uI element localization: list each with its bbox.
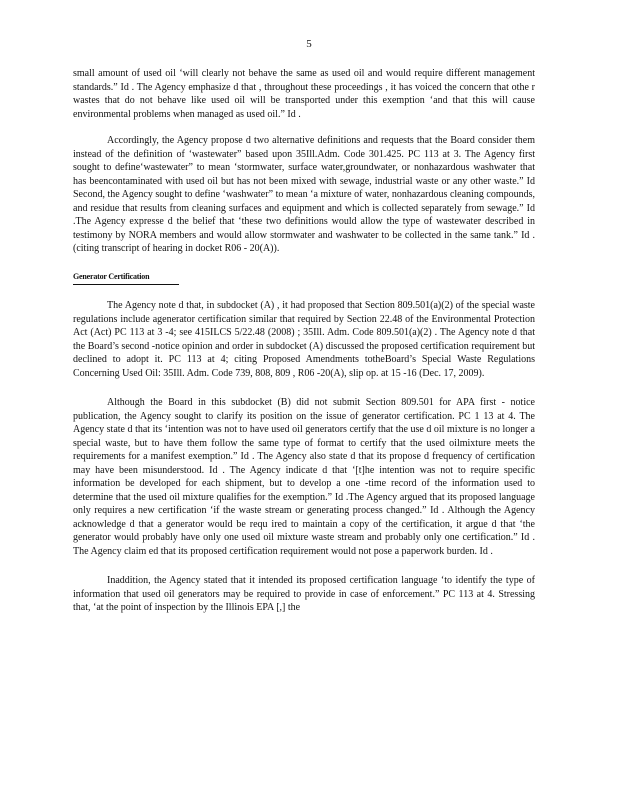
paragraph-1: small amount of used oil ‘will clearly not behave the same as used oil and would require different management standards.” Id . The Agency emphasize d that , throughout these proceedings , it has voiced the concern that othe r wastes that do not behave like used oil will be transported under this exemption ‘and that this will cause environmental problems when managed as used oil.” Id .	[73, 68, 535, 120]
paragraph-5: Inaddition, the Agency stated that it intended its proposed certification language ‘to identify the type of information that used oil generators may be required to provide in case of enforcement.” PC 113 at 4. Stressing that, ‘at the point of inspection by the Illinois EPA [,] the	[73, 575, 535, 613]
paragraph-4: Although the Board in this subdocket (B) did not submit Section 809.501 for APA first - notice publication, the Agency sought to clarify its position on the issue of generator certification. PC 1 13 at 4. The Agency state d that its ‘intention was not to have used oil generators certify that the use d oil mixture is no longer a special waste, but to have them follow the same type of format to certify that the used oilmixture meets the requirements for a manifest exemption.” Id . The Agency also state d that its propose d frequency of certification may have been misunderstood. Id . The Agency indicate d that ‘[t]he intention was not to require specific information be developed for each shipment, but to develop a one -time record of the information used to determine that the used oil mixture qualifies for the exemption.” Id .The Agency argued that its proposed language only requires a new certification ‘if the waste stream or generating process changed.” Id . Although the Agency acknowledge d that a generator would be requ ired to maintain a copy of the certification, it argue d that ‘the generator would probably have only one used oil mixture waste stream and probably only one certification.” Id . The Agency claim ed that its proposed certification requirement would not pose a paperwork burden. Id .	[73, 397, 535, 557]
paragraph-2: Accordingly, the Agency propose d two alternative definitions and requests that the Board consider them instead of the definition of ‘wastewater” based upon 35Ill.Adm. Code 301.425. PC 113 at 3. The Agency first sought to define‘wastewater” to mean ‘stormwater, surface water,groundwater, or nonhazardous washwater that has beencontaminated with used oil but has not been mixed with sewage, industrial waste or any other waste.” Id Second, the Agency sought to define ‘washwater” to mean ‘a mixture of water, nonhazardous cleaning compounds, and residue that results from cleaning surfaces and equipment and which is collected separately from sewage.” Id .The Agency expresse d the belief that ‘these two definitions would allow the type of wastewater described in testimony by NORA members and would allow stormwater and washwater to be collected in the same tank.” Id . (citing transcript of hearing in docket R06 - 20(A)).	[73, 135, 535, 254]
page-number: 5	[306, 38, 312, 50]
section-heading: Generator Certification	[73, 270, 179, 286]
paragraph-3: The Agency note d that, in subdocket (A) , it had proposed that Section 809.501(a)(2) of the special waste regulations include agenerator certification similar that required by Section 22.48 of the Environmental Protection Act (Act) PC 113 at 3 -4; see 415ILCS 5/22.48 (2008) ; 35Ill. Adm. Code 809.501(a)(2) . The Agency note d that the Board’s second -notice opinion and order in subdocket (A) discussed the proposed certification requirement but declined to adopt it. PC 113 at 4; citing Proposed Amendments totheBoard’s Special Waste Regulations Concerning Used Oil: 35Ill. Adm. Code 739, 808, 809 , R06 -20(A), slip op. at 15 -16 (Dec. 17, 2009).	[73, 300, 535, 379]
body-text	[73, 67, 535, 615]
